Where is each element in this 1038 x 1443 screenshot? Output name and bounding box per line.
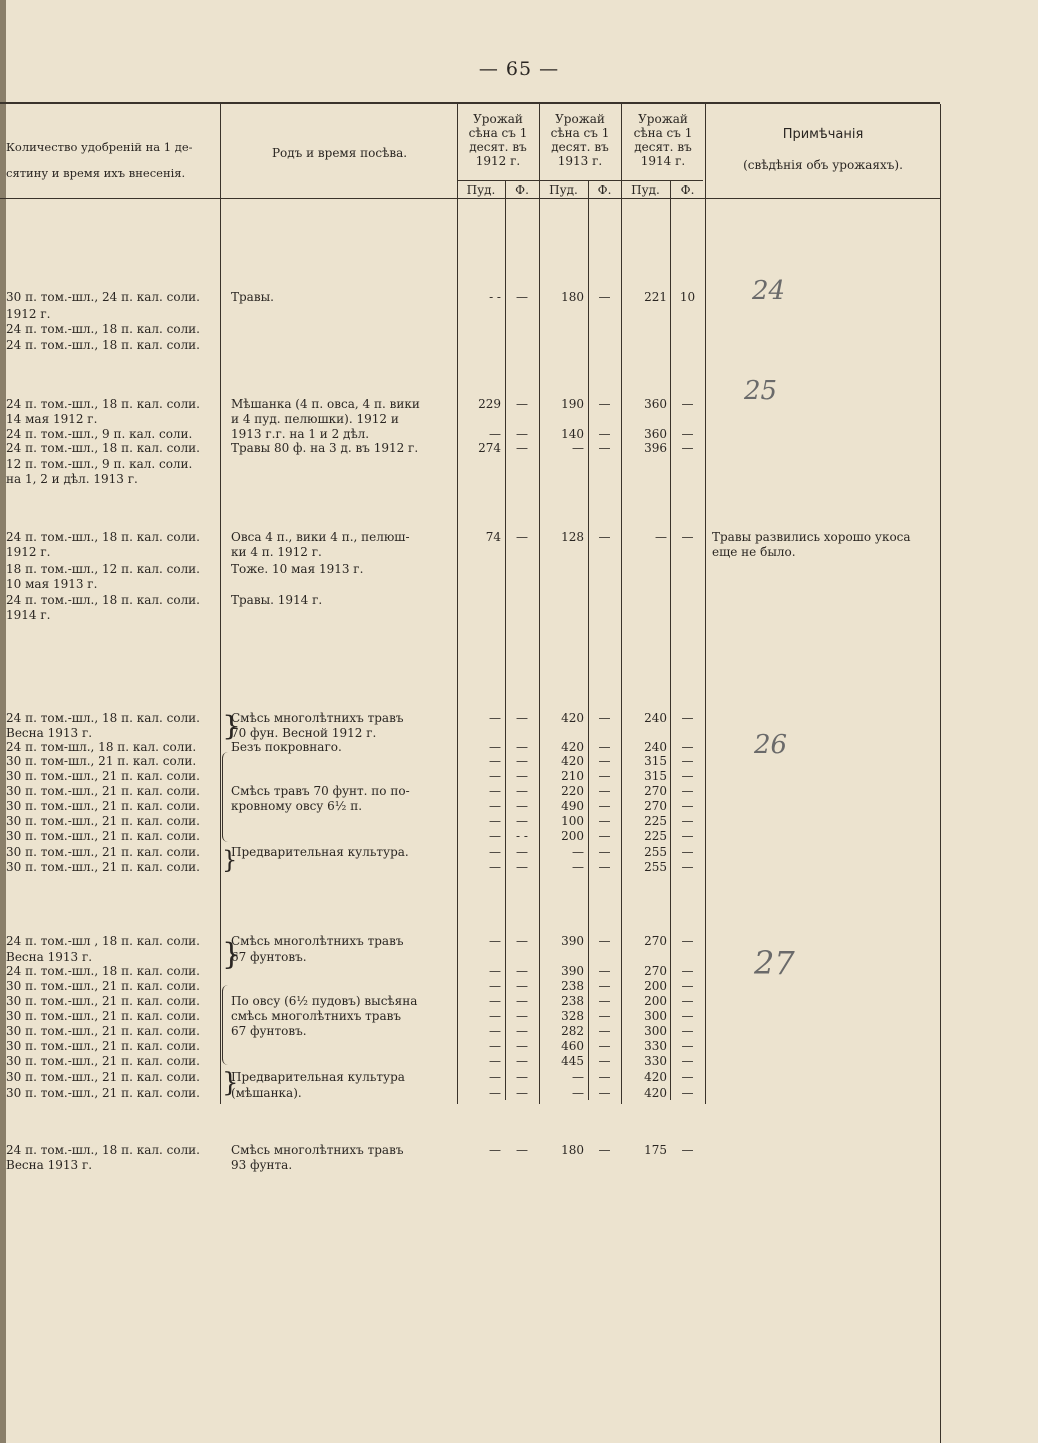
cell-pud-1913: — <box>572 441 584 455</box>
cell-fertilizer: 24 п. том.-шл., 9 п. кал. соли. <box>6 427 193 441</box>
cell-pud-1914: 200 <box>644 979 667 993</box>
cell-pud-1912: — <box>489 845 501 859</box>
header-yield-1912: Урожай сѣна съ 1 десят. въ 1912 г. <box>468 112 528 168</box>
cell-f-1912: — <box>516 740 528 754</box>
cell-f-1912: — <box>516 934 528 948</box>
cell-pud-1912: 274 <box>478 441 501 455</box>
cell-pud-1913: — <box>572 1086 584 1100</box>
cell-fertilizer: 30 п. том.-шл., 21 п. кал. соли. <box>6 814 200 828</box>
cell-pud-1912: — <box>489 979 501 993</box>
header-pud-1912: Пуд. <box>466 183 496 197</box>
cell-pud-1913: 128 <box>561 530 584 544</box>
cell-fertilizer: 24 п. том.-шл., 18 п. кал. соли. <box>6 593 200 607</box>
cell-f-1914: — <box>681 1009 694 1023</box>
col-rule-8 <box>705 104 706 1104</box>
header-bottom-rule <box>0 198 940 199</box>
header-notes-sub: (свѣдѣнiя объ урожаяхъ). <box>743 158 903 172</box>
cell-pud-1912: — <box>489 1054 501 1068</box>
cell-pud-1912: 229 <box>478 397 501 411</box>
cell-pud-1913: 490 <box>561 799 584 813</box>
cell-pud-1913: 420 <box>561 740 584 754</box>
cell-pud-1914: 270 <box>644 799 667 813</box>
cell-fertilizer: 30 п. том.-шл., 21 п. кал. соли. <box>6 829 200 843</box>
cell-f-1912: — <box>516 1070 528 1084</box>
cell-f-1914: — <box>681 964 694 978</box>
page-number: — 65 — <box>478 58 560 80</box>
cell-pud-1914: 270 <box>644 964 667 978</box>
brace-6: } <box>222 1068 239 1098</box>
brace-3: } <box>222 846 238 874</box>
cell-f-1912: — <box>516 1024 528 1038</box>
cell-f-1913: — <box>598 441 611 455</box>
cell-pud-1913: 460 <box>561 1039 584 1053</box>
cell-sowing: 1913 г.г. на 1 и 2 дѣл. <box>231 427 370 441</box>
cell-f-1914: — <box>681 1143 694 1157</box>
cell-f-1914: — <box>681 441 694 455</box>
cell-fertilizer: 30 п. том.-шл., 24 п. кал. соли. <box>6 290 200 304</box>
cell-f-1914: — <box>681 397 694 411</box>
cell-fertilizer: 30 п. том.-шл., 21 п. кал. соли. <box>6 994 200 1008</box>
cell-fertilizer: 24 п. том.-шл , 18 п. кал. соли. <box>6 934 200 948</box>
handwritten-26: 26 <box>754 730 788 760</box>
cell-sowing: Предварительная культура. <box>231 845 409 859</box>
cell-fertilizer: 30 п. том.-шл., 21 п. кал. соли. <box>6 1009 200 1023</box>
cell-pud-1914: 255 <box>644 860 667 874</box>
cell-fertilizer: 30 п. том.-шл., 21 п. кал. соли. <box>6 1070 200 1084</box>
cell-f-1914: — <box>681 754 694 768</box>
cell-f-1913: — <box>598 799 611 813</box>
cell-f-1913: — <box>598 530 611 544</box>
cell-pud-1913: 140 <box>561 427 584 441</box>
cell-pud-1914: 420 <box>644 1086 667 1100</box>
cell-f-1913: — <box>598 1054 611 1068</box>
cell-pud-1914: 300 <box>644 1024 667 1038</box>
cell-f-1914: — <box>681 799 694 813</box>
cell-fertilizer: 24 п. том.-шл., 18 п. кал. соли. <box>6 1143 200 1157</box>
cell-pud-1914: 315 <box>644 754 667 768</box>
cell-pud-1913: — <box>572 860 584 874</box>
cell-fertilizer: 1914 г. <box>6 608 51 622</box>
cell-f-1912: — <box>516 711 528 725</box>
cell-pud-1913: 238 <box>561 979 584 993</box>
col-rule-1 <box>220 104 221 1104</box>
cell-f-1914: — <box>681 829 694 843</box>
cell-pud-1914: 221 <box>644 290 667 304</box>
cell-f-1913: — <box>598 769 611 783</box>
cell-fertilizer: 24 п. том.-шл., 18 п. кал. соли. <box>6 530 200 544</box>
cell-f-1912: — <box>516 994 528 1008</box>
cell-f-1913: — <box>598 1143 611 1157</box>
cell-fertilizer: 24 п. том.-шл., 18 п. кал. соли. <box>6 441 200 455</box>
cell-pud-1913: 180 <box>561 1143 584 1157</box>
col-rule-2 <box>457 104 458 1104</box>
cell-fertilizer: 30 п. том.-шл., 21 п. кал. соли. <box>6 799 200 813</box>
cell-fertilizer: 30 п. том.-шл., 21 п. кал. соли. <box>6 845 200 859</box>
cell-fertilizer: 24 п. том.-шл., 18 п. кал. соли. <box>6 338 200 352</box>
cell-f-1913: — <box>598 740 611 754</box>
cell-f-1914: — <box>681 530 694 544</box>
cell-f-1912: — <box>516 799 528 813</box>
cell-pud-1912: — <box>489 427 501 441</box>
cell-fertilizer: 30 п. том.-шл., 21 п. кал. соли. <box>6 1039 200 1053</box>
cell-pud-1913: 180 <box>561 290 584 304</box>
cell-pud-1913: 282 <box>561 1024 584 1038</box>
cell-pud-1913: 420 <box>561 754 584 768</box>
cell-f-1912: - - <box>516 829 528 843</box>
cell-pud-1912: — <box>489 769 501 783</box>
cell-f-1913: — <box>598 1086 611 1100</box>
cell-f-1912: — <box>516 290 528 304</box>
cell-f-1914: — <box>681 994 694 1008</box>
cell-f-1913: — <box>598 427 611 441</box>
cell-f-1914: — <box>681 1054 694 1068</box>
cell-sowing: Тоже. 10 мая 1913 г. <box>231 562 364 576</box>
cell-pud-1912: — <box>489 1024 501 1038</box>
cell-sowing: ки 4 п. 1912 г. <box>231 545 322 559</box>
col-rule-right <box>940 104 941 1443</box>
cell-fertilizer: 24 п. том-шл., 18 п. кал. соли. <box>6 740 197 754</box>
cell-fertilizer: 30 п. том.-шл., 21 п. кал. соли. <box>6 784 200 798</box>
cell-pud-1914: 255 <box>644 845 667 859</box>
cell-sowing: Травы 80 ф. на 3 д. въ 1912 г. <box>231 441 419 455</box>
cell-f-1914: — <box>681 1086 694 1100</box>
cell-f-1913: — <box>598 829 611 843</box>
col-rule-3 <box>505 180 506 1100</box>
col-rule-6 <box>621 104 622 1104</box>
cell-pud-1912: — <box>489 964 501 978</box>
cell-f-1912: — <box>516 814 528 828</box>
cell-pud-1914: 240 <box>644 740 667 754</box>
cell-pud-1912: — <box>489 934 501 948</box>
cell-f-1914: — <box>681 711 694 725</box>
cell-f-1912: — <box>516 769 528 783</box>
col-rule-5 <box>588 180 589 1100</box>
header-sowing: Родъ и время посѣва. <box>271 146 408 160</box>
cell-pud-1912: — <box>489 860 501 874</box>
cell-f-1914: — <box>681 814 694 828</box>
handwritten-27: 27 <box>754 944 795 982</box>
cell-pud-1914: 330 <box>644 1039 667 1053</box>
cell-f-1914: — <box>681 1070 694 1084</box>
cell-pud-1913: 100 <box>561 814 584 828</box>
cell-sowing: 70 фун. Весной 1912 г. <box>231 726 377 740</box>
cell-f-1913: — <box>598 754 611 768</box>
cell-f-1912: — <box>516 979 528 993</box>
cell-fertilizer: 30 п. том.-шл., 21 п. кал. соли. <box>6 1086 200 1100</box>
subheader-rule <box>457 180 703 181</box>
cell-pud-1914: 270 <box>644 934 667 948</box>
cell-pud-1912: — <box>489 740 501 754</box>
cell-f-1913: — <box>598 994 611 1008</box>
cell-sowing: Смѣсь многолѣтнихъ травъ <box>231 934 404 948</box>
cell-f-1913: — <box>598 397 611 411</box>
header-pud-1914: Пуд. <box>631 183 660 197</box>
cell-sowing: Смѣсь многолѣтнихъ травъ <box>231 1143 404 1157</box>
cell-pud-1913: 190 <box>561 397 584 411</box>
cell-sowing: Смѣсь травъ 70 фунт. по по- <box>231 784 410 798</box>
cell-sowing: кровному овсу 6½ п. <box>231 799 363 813</box>
cell-sowing: Смѣсь многолѣтнихъ травъ <box>231 711 404 725</box>
cell-pud-1914: 396 <box>644 441 667 455</box>
cell-sowing: По овсу (6½ пудовъ) высѣяна <box>231 994 418 1008</box>
header-f-1914: Ф. <box>680 183 695 197</box>
brace-5 <box>222 985 229 1065</box>
cell-pud-1914: 315 <box>644 769 667 783</box>
cell-pud-1912: — <box>489 711 501 725</box>
header-pud-1913: Пуд. <box>549 183 578 197</box>
cell-f-1913: — <box>598 1009 611 1023</box>
cell-pud-1914: 175 <box>644 1143 667 1157</box>
cell-pud-1914: — <box>655 530 667 544</box>
cell-pud-1914: 270 <box>644 784 667 798</box>
cell-pud-1912: — <box>489 1070 501 1084</box>
cell-sowing: Предварительная культура <box>231 1070 405 1084</box>
cell-f-1913: — <box>598 845 611 859</box>
cell-pud-1913: 420 <box>561 711 584 725</box>
cell-f-1912: — <box>516 397 528 411</box>
cell-f-1914: — <box>681 769 694 783</box>
cell-f-1913: — <box>598 1039 611 1053</box>
cell-pud-1912: — <box>489 994 501 1008</box>
cell-f-1912: — <box>516 1009 528 1023</box>
cell-f-1913: — <box>598 290 611 304</box>
cell-sowing: 67 фунтовъ. <box>231 1024 307 1038</box>
cell-f-1914: — <box>681 740 694 754</box>
handwritten-24: 24 <box>752 276 786 306</box>
cell-f-1913: — <box>598 1070 611 1084</box>
header-f-1913: Ф. <box>597 183 612 197</box>
cell-pud-1912: — <box>489 1086 501 1100</box>
header-yield-1914: Урожай сѣна съ 1 десят. въ 1914 г. <box>633 112 693 168</box>
cell-pud-1914: 240 <box>644 711 667 725</box>
cell-f-1914: — <box>681 845 694 859</box>
cell-pud-1913: 390 <box>561 964 584 978</box>
cell-f-1914: — <box>681 784 694 798</box>
col-rule-7 <box>670 180 671 1100</box>
cell-pud-1914: 225 <box>644 829 667 843</box>
cell-f-1912: — <box>516 1143 528 1157</box>
cell-fertilizer: 30 п. том.-шл., 21 п. кал. соли. <box>6 979 200 993</box>
cell-f-1913: — <box>598 979 611 993</box>
cell-pud-1914: 420 <box>644 1070 667 1084</box>
cell-fertilizer: 24 п. том.-шл., 18 п. кал. соли. <box>6 322 200 336</box>
col-rule-4 <box>539 104 540 1104</box>
cell-f-1912: — <box>516 964 528 978</box>
cell-pud-1912: — <box>489 799 501 813</box>
cell-fertilizer: 1912 г. <box>6 307 51 321</box>
cell-pud-1914: 200 <box>644 994 667 1008</box>
header-f-1912: Ф. <box>515 183 529 197</box>
cell-fertilizer: 24 п. том.-шл., 18 п. кал. соли. <box>6 711 200 725</box>
cell-pud-1912: — <box>489 784 501 798</box>
brace-1: } <box>222 710 242 743</box>
brace-2 <box>222 752 229 842</box>
cell-f-1913: — <box>598 814 611 828</box>
cell-f-1912: — <box>516 1086 528 1100</box>
cell-pud-1913: — <box>572 845 584 859</box>
brace-4: } <box>222 937 242 972</box>
cell-note: Травы развились хорошо укоса <box>712 530 911 544</box>
cell-sowing: Овса 4 п., вики 4 п., пелюш- <box>231 530 410 544</box>
cell-f-1912: — <box>516 427 528 441</box>
cell-pud-1913: 210 <box>561 769 584 783</box>
cell-f-1914: — <box>681 860 694 874</box>
header-notes-title: Примѣчанiя <box>782 127 864 142</box>
cell-f-1912: — <box>516 845 528 859</box>
cell-pud-1913: 328 <box>561 1009 584 1023</box>
cell-pud-1913: 220 <box>561 784 584 798</box>
header-top-rule <box>0 102 940 104</box>
cell-sowing: Мѣшанка (4 п. овса, 4 п. вики <box>231 397 420 411</box>
cell-sowing: Травы. 1914 г. <box>231 593 323 607</box>
cell-pud-1912: 74 <box>485 530 501 544</box>
cell-sowing: (мѣшанка). <box>231 1086 302 1100</box>
cell-pud-1913: 390 <box>561 934 584 948</box>
cell-f-1913: — <box>598 784 611 798</box>
cell-pud-1913: — <box>572 1070 584 1084</box>
cell-sowing: 93 фунта. <box>231 1158 293 1172</box>
handwritten-25: 25 <box>744 376 778 406</box>
header-fertilizer: Количество удобренiй на 1 де- сятину и время ихъ внесенiя. <box>6 140 193 180</box>
cell-pud-1912: — <box>489 754 501 768</box>
cell-note: еще не было. <box>712 545 796 559</box>
cell-sowing: смѣсь многолѣтнихъ травъ <box>231 1009 402 1023</box>
cell-fertilizer: 1912 г. <box>6 545 51 559</box>
cell-fertilizer: 14 мая 1912 г. <box>6 412 98 426</box>
cell-f-1912: — <box>516 860 528 874</box>
cell-pud-1914: 330 <box>644 1054 667 1068</box>
cell-f-1912: — <box>516 1054 528 1068</box>
header-yield-1913: Урожай сѣна съ 1 десят. въ 1913 г. <box>550 112 610 168</box>
cell-pud-1912: — <box>489 814 501 828</box>
cell-sowing: 67 фунтовъ. <box>231 950 307 964</box>
cell-pud-1914: 360 <box>644 397 667 411</box>
cell-pud-1914: 360 <box>644 427 667 441</box>
cell-fertilizer: 30 п. том-шл., 21 п. кал. соли. <box>6 754 197 768</box>
cell-fertilizer: на 1, 2 и дѣл. 1913 г. <box>6 472 138 486</box>
cell-f-1914: — <box>681 1024 694 1038</box>
cell-fertilizer: 24 п. том.-шл., 18 п. кал. соли. <box>6 397 200 411</box>
cell-fertilizer: Весна 1913 г. <box>6 1158 93 1172</box>
cell-f-1914: — <box>681 1039 694 1053</box>
cell-fertilizer: Весна 1913 г. <box>6 950 93 964</box>
cell-fertilizer: Весна 1913 г. <box>6 726 93 740</box>
cell-pud-1913: 238 <box>561 994 584 1008</box>
cell-pud-1913: 445 <box>561 1054 584 1068</box>
cell-f-1914: — <box>681 979 694 993</box>
cell-pud-1912: — <box>489 829 501 843</box>
cell-fertilizer: 30 п. том.-шл., 21 п. кал. соли. <box>6 1024 200 1038</box>
cell-f-1914: — <box>681 934 694 948</box>
cell-f-1912: — <box>516 784 528 798</box>
cell-pud-1914: 225 <box>644 814 667 828</box>
cell-pud-1912: — <box>489 1039 501 1053</box>
cell-f-1913: — <box>598 934 611 948</box>
cell-pud-1913: 200 <box>561 829 584 843</box>
cell-fertilizer: 30 п. том.-шл., 21 п. кал. соли. <box>6 1054 200 1068</box>
cell-f-1914: 10 <box>679 290 696 304</box>
cell-fertilizer: 30 п. том.-шл., 21 п. кал. соли. <box>6 769 200 783</box>
cell-f-1912: — <box>516 530 528 544</box>
cell-pud-1912: — <box>489 1009 501 1023</box>
cell-sowing: Травы. <box>231 290 274 304</box>
cell-pud-1914: 300 <box>644 1009 667 1023</box>
cell-fertilizer: 10 мая 1913 г. <box>6 577 98 591</box>
cell-fertilizer: 30 п. том.-шл., 21 п. кал. соли. <box>6 860 200 874</box>
cell-fertilizer: 12 п. том.-шл., 9 п. кал. соли. <box>6 457 193 471</box>
cell-f-1912: — <box>516 1039 528 1053</box>
cell-f-1913: — <box>598 711 611 725</box>
cell-pud-1912: - - <box>489 290 501 304</box>
cell-f-1913: — <box>598 860 611 874</box>
cell-pud-1912: — <box>489 1143 501 1157</box>
cell-f-1913: — <box>598 964 611 978</box>
cell-fertilizer: 18 п. том.-шл., 12 п. кал. соли. <box>6 562 200 576</box>
cell-sowing: и 4 пуд. пелюшки). 1912 и <box>231 412 399 426</box>
cell-f-1912: — <box>516 441 528 455</box>
cell-f-1914: — <box>681 427 694 441</box>
cell-f-1913: — <box>598 1024 611 1038</box>
cell-fertilizer: 24 п. том.-шл., 18 п. кал. соли. <box>6 964 200 978</box>
cell-sowing: Безъ покровнаго. <box>231 740 342 754</box>
cell-f-1912: — <box>516 754 528 768</box>
